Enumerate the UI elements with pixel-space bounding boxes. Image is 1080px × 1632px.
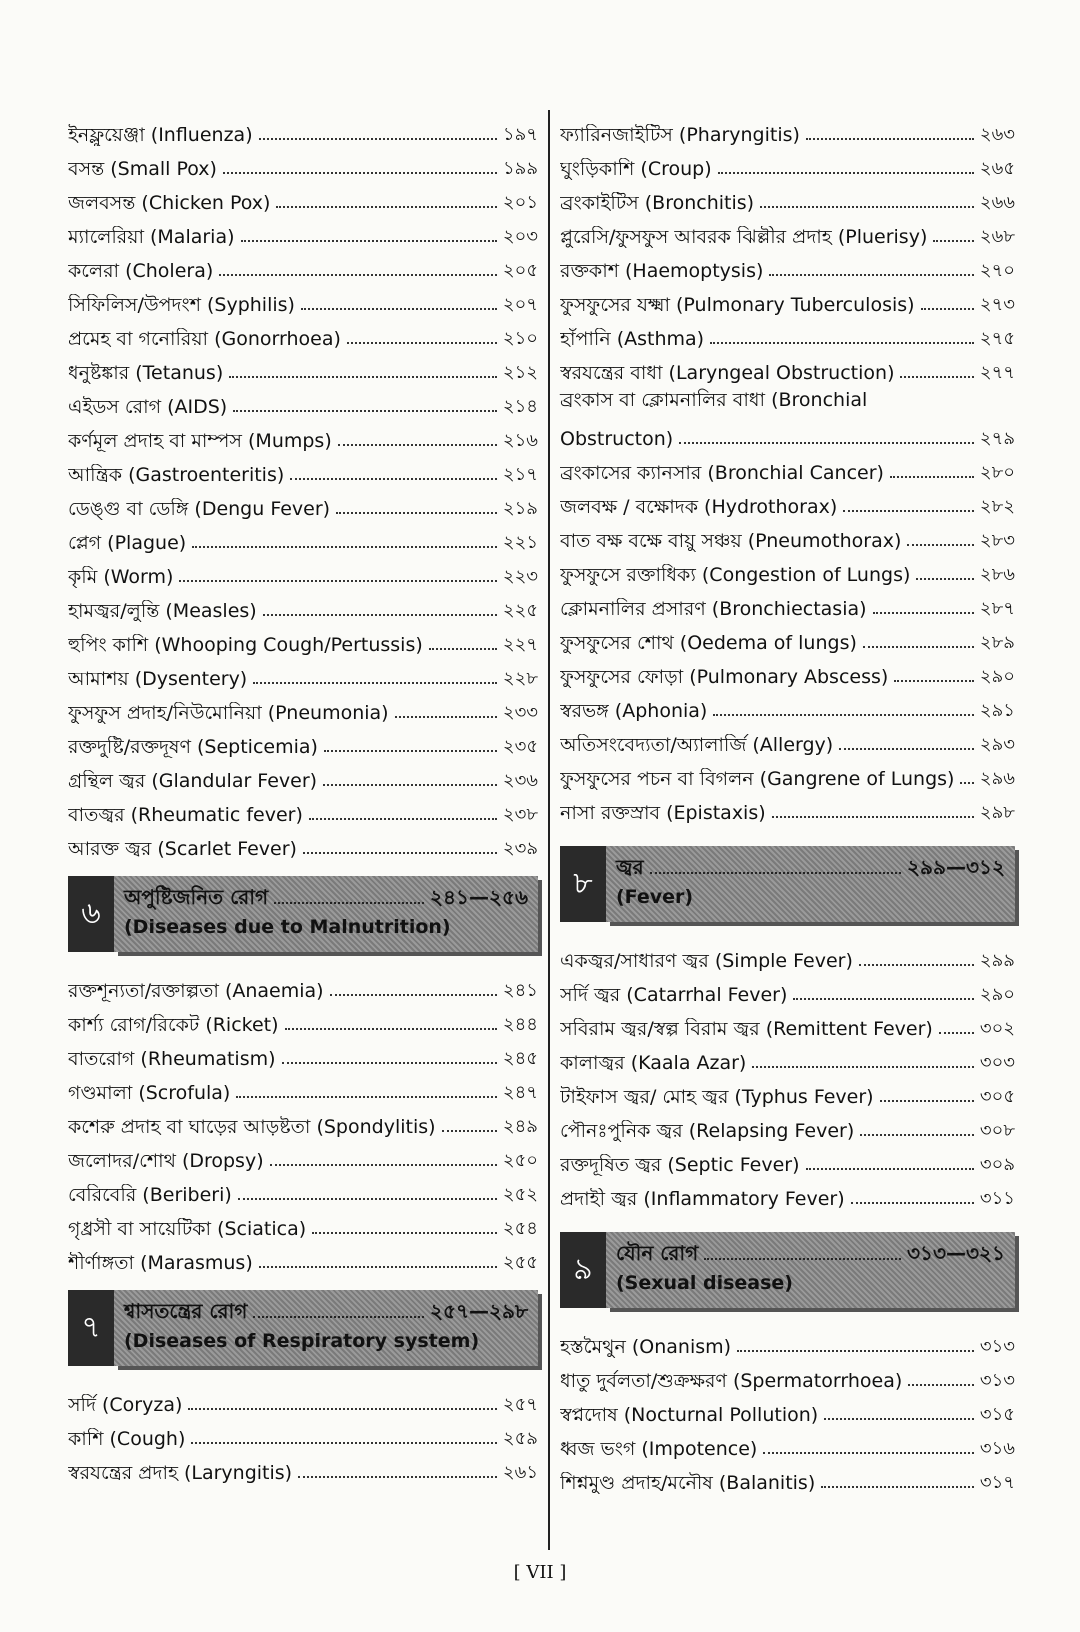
toc-entry-page: ২৩৯ xyxy=(502,838,538,859)
toc-entry-page: ২৮৯ xyxy=(979,632,1015,653)
section-banner-8 xyxy=(560,846,1015,922)
toc-entry-title: গৃধ্রসী বা সায়েটিকা (Sciatica) xyxy=(68,1218,307,1240)
dot-leader xyxy=(253,682,497,684)
dot-leader xyxy=(191,1442,497,1444)
toc-entry-title: কলেরা (Cholera) xyxy=(68,260,214,282)
dot-leader xyxy=(290,478,497,480)
dot-leader xyxy=(737,1350,974,1352)
dot-leader xyxy=(236,1096,497,1098)
toc-entry-page: ২৭৯ xyxy=(979,428,1015,449)
toc-entry xyxy=(560,1006,1015,1040)
toc-entry-page: ২৯৬ xyxy=(979,768,1015,789)
toc-entry-title-line2: Obstructon) xyxy=(560,428,674,450)
dot-leader xyxy=(806,1168,974,1170)
dot-leader xyxy=(769,274,973,276)
dot-leader xyxy=(330,994,497,996)
dot-leader xyxy=(188,1408,497,1410)
toc-entry-title: ফুসফুসের ফোড়া (Pulmonary Abscess) xyxy=(560,666,889,688)
toc-entry xyxy=(68,1070,538,1104)
toc-entry-page: ২৮০ xyxy=(979,462,1015,483)
toc-entry-title: স্বরযন্ত্রের বাধা (Laryngeal Obstruction) xyxy=(560,362,895,384)
toc-entry-page: ২৫২ xyxy=(502,1184,538,1205)
dot-leader xyxy=(233,410,497,412)
toc-entry-title: ঘুংড়িকাশি (Croup) xyxy=(560,158,712,180)
toc-entry-title: প্লুরেসি/ফুসফুস আবরক ঝিল্লীর প্রদাহ (Pluerisy) xyxy=(560,226,928,248)
toc-entry-page: ২৯১ xyxy=(979,700,1015,721)
dot-leader xyxy=(395,716,497,718)
toc-entry-title: ফুসফুসের যক্ষ্মা (Pulmonary Tuberculosis) xyxy=(560,294,915,316)
toc-entry xyxy=(560,484,1015,518)
toc-entry-page: ২১০ xyxy=(502,328,538,349)
toc-entry-title: রক্তদূষিত জ্বর (Septic Fever) xyxy=(560,1154,800,1176)
toc-entry-title: হামজ্বর/লুন্তি (Measles) xyxy=(68,600,257,622)
toc-entry-title: ম্যালেরিয়া (Malaria) xyxy=(68,226,235,248)
toc-entry-title: আরক্ত জ্বর (Scarlet Fever) xyxy=(68,838,297,860)
toc-entry-page: ২৯৮ xyxy=(979,802,1015,823)
toc-entry-title: ধনুষ্টঙ্কার (Tetanus) xyxy=(68,362,224,384)
toc-entry-page: ৩০৫ xyxy=(979,1086,1015,1107)
toc-entry-page: ২৮৭ xyxy=(979,598,1015,619)
toc-entry xyxy=(560,1358,1015,1392)
dot-leader xyxy=(270,1164,497,1166)
toc-entry-title: কালাজ্বর (Kaala Azar) xyxy=(560,1052,747,1074)
dot-leader xyxy=(760,206,974,208)
toc-entry xyxy=(560,756,1015,790)
toc-entry-title-line1: ব্রংকাস বা ক্লোমনালির বাধা (Bronchial xyxy=(560,389,868,411)
dot-leader xyxy=(843,510,974,512)
toc-entry xyxy=(68,384,538,418)
toc-entry-title: ক্লোমনালির প্রসারণ (Bronchiectasia) xyxy=(560,598,867,620)
section-subtitle: (Sexual disease) xyxy=(616,1272,793,1294)
dot-leader xyxy=(276,206,496,208)
toc-entry-page: ৩০২ xyxy=(979,1018,1015,1039)
dot-leader xyxy=(259,138,497,140)
dot-leader xyxy=(309,818,497,820)
toc-entry-page: ৩১১ xyxy=(979,1188,1015,1209)
toc-entry-page: ২১৬ xyxy=(502,430,538,451)
toc-entry xyxy=(560,1176,1015,1210)
toc-entry-page: ৩১৩ xyxy=(979,1336,1015,1357)
toc-entry-page: ২৮৬ xyxy=(979,564,1015,585)
toc-list-left-top xyxy=(68,112,538,860)
dot-leader xyxy=(238,1198,497,1200)
toc-entry xyxy=(68,1036,538,1070)
toc-entry xyxy=(68,1240,538,1274)
toc-entry-page: ২২১ xyxy=(502,532,538,553)
toc-entry xyxy=(68,146,538,180)
toc-entry xyxy=(68,1382,538,1416)
toc-entry xyxy=(560,1040,1015,1074)
toc-entry-page: ১৯৭ xyxy=(502,124,538,145)
dot-leader xyxy=(285,1028,497,1030)
toc-entry-page: ৩১৫ xyxy=(979,1404,1015,1425)
toc-entry-title: কার্শ্য রোগ/রিকেট (Ricket) xyxy=(68,1014,279,1036)
toc-entry-page: ২৬৮ xyxy=(979,226,1015,247)
dot-leader xyxy=(806,138,974,140)
toc-entry-title: ফ্যারিনজাইটিস (Pharyngitis) xyxy=(560,124,800,146)
section-number: ৬ xyxy=(68,876,114,952)
toc-entry xyxy=(68,622,538,656)
toc-entry xyxy=(560,450,1015,484)
toc-entry xyxy=(68,520,538,554)
toc-entry-page: ২০৩ xyxy=(502,226,538,247)
dot-leader xyxy=(241,240,497,242)
toc-entry-page: ২৬১ xyxy=(502,1462,538,1483)
toc-entry-page: ৩১৭ xyxy=(979,1472,1015,1493)
toc-entry-page: ১৯৯ xyxy=(502,158,538,179)
dot-leader xyxy=(323,784,497,786)
toc-entry-page: ২৩৩ xyxy=(502,702,538,723)
toc-entry xyxy=(560,654,1015,688)
dot-leader xyxy=(851,1202,974,1204)
toc-entry xyxy=(68,1416,538,1450)
toc-entry-wrapped xyxy=(560,384,1015,450)
toc-entry-page: ২৫৪ xyxy=(502,1218,538,1239)
toc-entry-page: ২৪৯ xyxy=(502,1116,538,1137)
dot-leader xyxy=(907,544,974,546)
toc-entry xyxy=(560,620,1015,654)
dot-leader xyxy=(863,646,974,648)
dot-leader xyxy=(301,308,497,310)
toc-entry xyxy=(560,1426,1015,1460)
page-number: [ VII ] xyxy=(513,1562,567,1583)
toc-list-right-top xyxy=(560,112,1015,384)
section-subtitle: (Fever) xyxy=(616,886,694,908)
toc-entry-title: শিশ্নমুণ্ড প্রদাহ/মনৌষ (Balanitis) xyxy=(560,1472,816,1494)
toc-entry-title: প্রদাহী জ্বর (Inflammatory Fever) xyxy=(560,1188,845,1210)
toc-entry-title: প্লেগ (Plague) xyxy=(68,532,187,554)
toc-entry xyxy=(560,248,1015,282)
dot-leader xyxy=(752,1066,974,1068)
toc-entry-page: ২০৭ xyxy=(502,294,538,315)
toc-entry-title: জলবক্ষ / বক্ষোদক (Hydrothorax) xyxy=(560,496,838,518)
toc-entry xyxy=(68,418,538,452)
toc-entry-title: ফুসফুসের পচন বা বিগলন (Gangrene of Lungs) xyxy=(560,768,955,790)
toc-entry-page: ২৬৫ xyxy=(979,158,1015,179)
section-number: ৮ xyxy=(560,846,606,922)
toc-entry xyxy=(68,282,538,316)
dot-leader xyxy=(894,680,974,682)
toc-entry-title: গণ্ডমালা (Scrofula) xyxy=(68,1082,231,1104)
toc-entry-page: ৩১৩ xyxy=(979,1370,1015,1391)
toc-entry xyxy=(560,180,1015,214)
toc-entry-page: ২৫৭ xyxy=(502,1394,538,1415)
toc-entry-page: ৩০৮ xyxy=(979,1120,1015,1141)
toc-entry-page: ২১৪ xyxy=(502,396,538,417)
toc-entry-title: হাঁপানি (Asthma) xyxy=(560,328,705,350)
toc-entry xyxy=(560,146,1015,180)
dot-leader xyxy=(860,1134,974,1136)
dot-leader xyxy=(223,172,497,174)
dot-leader xyxy=(713,714,974,716)
dot-leader xyxy=(908,1384,974,1386)
toc-list-right-top2 xyxy=(560,450,1015,824)
column-divider xyxy=(548,110,550,1550)
section-title: যৌন রোগ xyxy=(616,1241,699,1265)
dot-leader xyxy=(718,172,974,174)
dot-leader xyxy=(710,342,974,344)
dot-leader xyxy=(939,1032,974,1034)
toc-entry-title: স্বরযন্ত্রের প্রদাহ (Laryngitis) xyxy=(68,1462,293,1484)
toc-entry-page: ২৯৩ xyxy=(979,734,1015,755)
toc-entry-page: ২৩৫ xyxy=(502,736,538,757)
toc-entry-title: কাশি (Cough) xyxy=(68,1428,186,1450)
dot-leader xyxy=(839,748,974,750)
toc-entry xyxy=(560,112,1015,146)
toc-entry-title: অতিসংবেদ্যতা/অ্যালার্জি (Allergy) xyxy=(560,734,834,756)
dot-leader xyxy=(772,816,974,818)
toc-entry-page: ২১৭ xyxy=(502,464,538,485)
toc-entry-title: রক্তকাশ (Haemoptysis) xyxy=(560,260,764,282)
dot-leader xyxy=(324,750,497,752)
toc-entry-page: ২২৮ xyxy=(502,668,538,689)
toc-entry-page: ২০৫ xyxy=(502,260,538,281)
toc-entry-title: ফুসফুস প্রদাহ/নিউমোনিয়া (Pneumonia) xyxy=(68,702,389,724)
dot-leader xyxy=(900,376,973,378)
toc-entry-title: একজ্বর/সাধারণ জ্বর (Simple Fever) xyxy=(560,950,853,972)
toc-entry-title: ব্রংকাইটিস (Bronchitis) xyxy=(560,192,755,214)
section-subtitle: (Diseases due to Malnutrition) xyxy=(124,916,451,938)
toc-entry-title: সর্দি জ্বর (Catarrhal Fever) xyxy=(560,984,788,1006)
toc-entry xyxy=(560,350,1015,384)
toc-entry xyxy=(68,588,538,622)
toc-entry xyxy=(560,1460,1015,1494)
toc-entry-title: রক্তশূন্যতা/রক্তাল্পতা (Anaemia) xyxy=(68,980,324,1002)
toc-entry-page: ২৫৫ xyxy=(502,1252,538,1273)
dot-leader xyxy=(821,1486,974,1488)
toc-list-right-mid xyxy=(560,938,1015,1210)
toc-entry xyxy=(560,282,1015,316)
toc-entry-title: বাতজ্বর (Rheumatic fever) xyxy=(68,804,303,826)
toc-entry xyxy=(560,316,1015,350)
toc-entry-page: ৩০৩ xyxy=(979,1052,1015,1073)
toc-entry-page: ৩১৬ xyxy=(979,1438,1015,1459)
toc-entry-title: হুপিং কাশি (Whooping Cough/Pertussis) xyxy=(68,634,423,656)
toc-entry-title: প্রমেহ বা গনোরিয়া (Gonorrhoea) xyxy=(68,328,341,350)
toc-entry-page: ২৯০ xyxy=(979,984,1015,1005)
dot-leader xyxy=(873,612,974,614)
toc-entry xyxy=(68,968,538,1002)
dot-leader xyxy=(338,444,497,446)
toc-entry-page: ২১৯ xyxy=(502,498,538,519)
dot-leader xyxy=(282,1062,497,1064)
toc-entry xyxy=(560,552,1015,586)
toc-entry-title: শীর্ণাঙ্গতা (Marasmus) xyxy=(68,1252,253,1274)
toc-entry xyxy=(68,724,538,758)
toc-entry-title: নাসা রক্তস্রাব (Epistaxis) xyxy=(560,802,766,824)
toc-entry-title: টাইফাস জ্বর/ মোহ জ্বর (Typhus Fever) xyxy=(560,1086,874,1108)
dot-leader xyxy=(921,308,974,310)
toc-entry-title: গ্রন্থিল জ্বর (Glandular Fever) xyxy=(68,770,318,792)
toc-entry-page: ২৮৩ xyxy=(979,530,1015,551)
section-subtitle: (Diseases of Respiratory system) xyxy=(124,1330,480,1352)
toc-entry-title: রক্তদুষ্টি/রক্তদূষণ (Septicemia) xyxy=(68,736,318,758)
dot-leader xyxy=(890,476,974,478)
toc-entry xyxy=(68,690,538,724)
section-banner-6 xyxy=(68,876,538,952)
toc-entry xyxy=(560,214,1015,248)
dot-leader xyxy=(219,274,497,276)
toc-entry xyxy=(68,486,538,520)
toc-entry xyxy=(560,972,1015,1006)
toc-entry-title: বসন্ত (Small Pox) xyxy=(68,158,217,180)
toc-entry-title: সর্দি (Coryza) xyxy=(68,1394,183,1416)
toc-entry xyxy=(68,452,538,486)
dot-leader xyxy=(763,1452,974,1454)
dot-leader xyxy=(960,782,973,784)
toc-entry-title: হস্তমৈথুন (Onanism) xyxy=(560,1336,732,1358)
toc-entry xyxy=(560,938,1015,972)
toc-entry-title: সিফিলিস/উপদংশ (Syphilis) xyxy=(68,294,295,316)
toc-entry-page: ২০১ xyxy=(502,192,538,213)
section-range: ৩১৩—৩২১ xyxy=(907,1241,1005,1265)
dot-leader xyxy=(303,852,497,854)
toc-entry-title: ব্রংকাসের ক্যানসার (Bronchial Cancer) xyxy=(560,462,884,484)
toc-entry-page: ২২৩ xyxy=(502,566,538,587)
toc-entry xyxy=(68,112,538,146)
toc-entry-title: পৌনঃপুনিক জ্বর (Relapsing Fever) xyxy=(560,1120,855,1142)
toc-entry xyxy=(560,518,1015,552)
toc-entry-title: বাতরোগ (Rheumatism) xyxy=(68,1048,276,1070)
toc-entry-title: সবিরাম জ্বর/স্বল্প বিরাম জ্বর (Remittent Fever) xyxy=(560,1018,933,1040)
toc-entry-page: ২৯০ xyxy=(979,666,1015,687)
dot-leader xyxy=(259,1266,497,1268)
toc-entry-title: আন্ত্রিক (Gastroenteritis) xyxy=(68,464,285,486)
left-column xyxy=(68,112,538,1484)
section-number: ৭ xyxy=(68,1290,114,1366)
toc-entry xyxy=(68,1450,538,1484)
dot-leader xyxy=(298,1476,497,1478)
toc-entry-page: ২৪১ xyxy=(502,980,538,1001)
toc-entry xyxy=(68,1002,538,1036)
toc-entry-page: ৩০৯ xyxy=(979,1154,1015,1175)
toc-entry-page: ২৬৩ xyxy=(979,124,1015,145)
toc-entry-page: ২২৭ xyxy=(502,634,538,655)
toc-entry-title: জলবসন্ত (Chicken Pox) xyxy=(68,192,271,214)
toc-entry-title: ডেঙ্গু বা ডেঙ্গি (Dengu Fever) xyxy=(68,498,331,520)
section-title: জ্বর xyxy=(616,855,644,879)
dot-leader xyxy=(336,512,497,514)
section-title: শ্বাসতন্ত্রের রোগ xyxy=(124,1299,248,1323)
toc-entry xyxy=(68,792,538,826)
toc-entry-page: ২৭০ xyxy=(979,260,1015,281)
toc-entry-title: ধাতু দুর্বলতা/শুক্রক্ষরণ (Spermatorrhoea) xyxy=(560,1370,903,1392)
toc-entry xyxy=(560,722,1015,756)
section-title: অপুষ্টিজনিত রোগ xyxy=(124,885,269,909)
toc-entry xyxy=(68,1172,538,1206)
toc-entry xyxy=(560,1108,1015,1142)
toc-entry xyxy=(68,180,538,214)
toc-entry-page: ২৪৪ xyxy=(502,1014,538,1035)
dot-leader xyxy=(880,1100,974,1102)
toc-entry-page: ২৫০ xyxy=(502,1150,538,1171)
toc-entry xyxy=(560,790,1015,824)
dot-leader xyxy=(312,1232,497,1234)
toc-entry-page: ২৯৯ xyxy=(979,950,1015,971)
toc-entry-page: ২৩৬ xyxy=(502,770,538,791)
toc-entry-title: বাত বক্ষ বক্ষে বায়ু সঞ্চয় (Pneumothorax) xyxy=(560,530,902,552)
toc-list-right-bottom xyxy=(560,1324,1015,1494)
toc-entry-title: ইনফ্লুয়েঞ্জা (Influenza) xyxy=(68,124,253,146)
dot-leader xyxy=(859,964,974,966)
toc-entry-page: ২৪৫ xyxy=(502,1048,538,1069)
right-column xyxy=(560,112,1015,1494)
toc-entry-title: জলোদর/শোথ (Dropsy) xyxy=(68,1150,264,1172)
toc-entry-page: ২৪৭ xyxy=(502,1082,538,1103)
section-number: ৯ xyxy=(560,1232,606,1308)
toc-entry-title: ধ্বজ ভংগ (Impotence) xyxy=(560,1438,758,1460)
section-banner-9 xyxy=(560,1232,1015,1308)
toc-entry-title: স্বরভঙ্গ (Aphonia) xyxy=(560,700,708,722)
toc-entry xyxy=(560,1392,1015,1426)
toc-entry-page: ২৭৫ xyxy=(979,328,1015,349)
dot-leader xyxy=(933,240,974,242)
section-range: ২৯৯—৩১২ xyxy=(907,855,1005,879)
toc-entry xyxy=(68,214,538,248)
toc-entry xyxy=(68,758,538,792)
toc-entry xyxy=(560,1074,1015,1108)
dot-leader xyxy=(916,578,974,580)
toc-entry xyxy=(68,248,538,282)
toc-entry-page: ২৩৮ xyxy=(502,804,538,825)
toc-entry xyxy=(560,688,1015,722)
dot-leader xyxy=(347,342,497,344)
toc-entry xyxy=(68,1104,538,1138)
toc-list-left-mid xyxy=(68,968,538,1274)
dot-leader xyxy=(179,580,496,582)
toc-entry-title: বেরিবেরি (Beriberi) xyxy=(68,1184,232,1206)
dot-leader xyxy=(229,376,497,378)
toc-entry xyxy=(560,586,1015,620)
toc-entry-page: ২৬৬ xyxy=(979,192,1015,213)
toc-entry-page: ২৭৭ xyxy=(979,362,1015,383)
section-range: ২৫৭—২৯৮ xyxy=(430,1299,528,1323)
toc-entry-page: ২৫৯ xyxy=(502,1428,538,1449)
toc-list-left-bottom xyxy=(68,1382,538,1484)
toc-entry-title: এইডস রোগ (AIDS) xyxy=(68,396,228,418)
dot-leader xyxy=(429,648,497,650)
dot-leader xyxy=(192,546,497,548)
toc-entry xyxy=(68,554,538,588)
dot-leader xyxy=(442,1130,497,1132)
toc-entry xyxy=(68,1138,538,1172)
toc-entry-page: ২৭৩ xyxy=(979,294,1015,315)
toc-entry xyxy=(560,1324,1015,1358)
toc-entry-title: ফুসফুসে রক্তাধিক্য (Congestion of Lungs) xyxy=(560,564,911,586)
toc-entry-title: ফুসফুসের শোথ (Oedema of lungs) xyxy=(560,632,857,654)
toc-entry-page: ২২৫ xyxy=(502,600,538,621)
toc-entry xyxy=(68,656,538,690)
dot-leader xyxy=(824,1418,974,1420)
toc-entry-title: কর্ণমূল প্রদাহ বা মাম্পস (Mumps) xyxy=(68,430,332,452)
toc-entry-title: স্বপ্নদোষ (Nocturnal Pollution) xyxy=(560,1404,819,1426)
toc-entry xyxy=(68,316,538,350)
section-range: ২৪১—২৫৬ xyxy=(430,885,528,909)
toc-entry-title: আমাশয় (Dysentery) xyxy=(68,668,248,690)
toc-entry xyxy=(68,350,538,384)
dot-leader xyxy=(263,614,497,616)
toc-entry-title: কৃমি (Worm) xyxy=(68,566,174,588)
toc-entry-page: ২১২ xyxy=(502,362,538,383)
toc-entry-page: ২৮২ xyxy=(979,496,1015,517)
toc-entry xyxy=(560,1142,1015,1176)
toc-entry-title: কশেরু প্রদাহ বা ঘাড়ের আড়ষ্টতা (Spondylitis) xyxy=(68,1116,436,1138)
toc-entry xyxy=(68,1206,538,1240)
dot-leader xyxy=(793,998,974,1000)
section-banner-7 xyxy=(68,1290,538,1366)
toc-entry xyxy=(68,826,538,860)
